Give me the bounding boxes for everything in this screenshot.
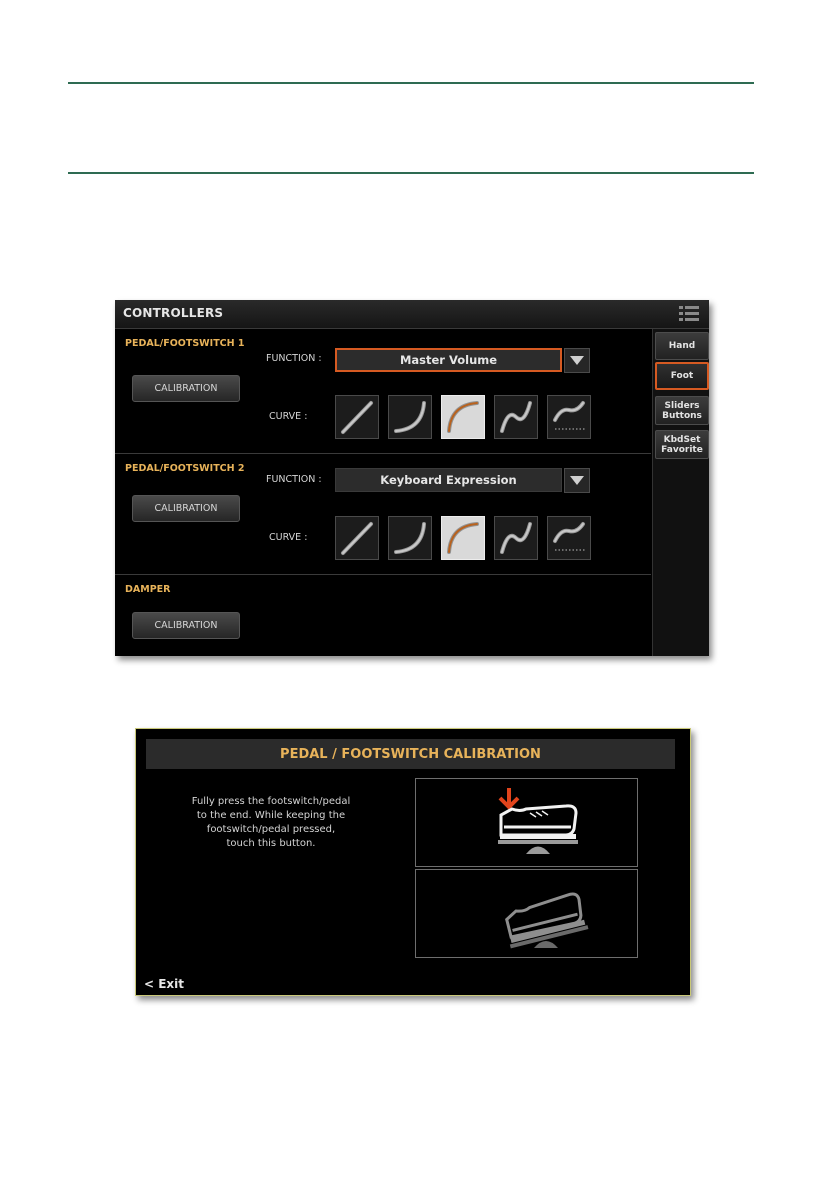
curve-linear-button[interactable] [335,516,379,560]
dropdown-arrow-icon[interactable] [564,468,590,493]
curve-shape-icon [336,396,378,438]
menu-icon[interactable] [679,306,699,322]
curve-label: CURVE : [269,532,308,543]
curve-shape-icon [389,396,431,438]
header-rule-top [68,82,754,84]
curve-linear-button[interactable] [335,395,379,439]
shoe-released-icon [416,870,637,957]
curve-log-button[interactable] [441,516,485,560]
curve-label: CURVE : [269,411,308,422]
curve-shape-icon [548,517,590,559]
curve-shape-icon [442,396,484,438]
page-title: CONTROLLERS [123,306,224,320]
function-select[interactable]: Master Volume [335,348,562,372]
curve-shape-icon [442,517,484,559]
shoe-pressed-icon [416,779,637,866]
tab-foot[interactable] [655,362,709,390]
curve-s-button[interactable] [494,395,538,439]
instruction-line: footswitch/pedal pressed, [206,824,336,835]
curve-shape-icon [336,517,378,559]
function-label: FUNCTION : [266,474,322,485]
function-select[interactable]: Keyboard Expression [335,468,562,492]
header-rule-bottom [68,172,754,174]
instruction-line: touch this button. [226,838,316,849]
calibration-button[interactable]: CALIBRATION [132,495,240,522]
tab-hand[interactable] [655,332,709,360]
instruction-text [176,795,366,851]
pedal-footswitch-1-section [115,329,651,454]
title-bar [115,300,709,329]
tab-label: Favorite [661,444,703,455]
tab-label: KbdSet [663,434,701,445]
damper-section [115,575,651,656]
tab-label: Foot [670,371,694,381]
tab-kbdset-favorite[interactable] [655,430,709,459]
curve-shape-icon [389,517,431,559]
curve-exp-button[interactable] [388,395,432,439]
sidebar [652,329,709,656]
exit-button[interactable]: < Exit [144,977,185,991]
pressed-pedal-button[interactable] [415,778,638,867]
curve-s-button[interactable] [494,516,538,560]
section-label: DAMPER [125,584,171,595]
curve-shape-icon [495,517,537,559]
dialog-title: PEDAL / FOOTSWITCH CALIBRATION [146,739,675,769]
tab-label: Hand [668,341,696,351]
section-label: PEDAL/FOOTSWITCH 1 [125,338,245,349]
calibration-button[interactable]: CALIBRATION [132,612,240,639]
instruction-line: to the end. While keeping the [196,810,346,821]
tab-label: Buttons [662,410,702,421]
curve-shape-icon [548,396,590,438]
curve-exp-button[interactable] [388,516,432,560]
curve-soft-button[interactable] [547,395,591,439]
function-label: FUNCTION : [266,353,322,364]
curve-log-button[interactable] [441,395,485,439]
curve-shape-icon [495,396,537,438]
dropdown-arrow-icon[interactable] [564,348,590,373]
controllers-main [115,329,651,656]
instruction-line: Fully press the footswitch/pedal [191,796,351,807]
controllers-screen [115,300,709,656]
calibration-button[interactable]: CALIBRATION [132,375,240,402]
tab-sliders-buttons[interactable] [655,396,709,425]
calibration-dialog [135,728,691,996]
tab-label: Sliders [664,400,700,411]
released-pedal-button[interactable] [415,869,638,958]
curve-soft-button[interactable] [547,516,591,560]
pedal-footswitch-2-section [115,454,651,575]
section-label: PEDAL/FOOTSWITCH 2 [125,463,245,474]
